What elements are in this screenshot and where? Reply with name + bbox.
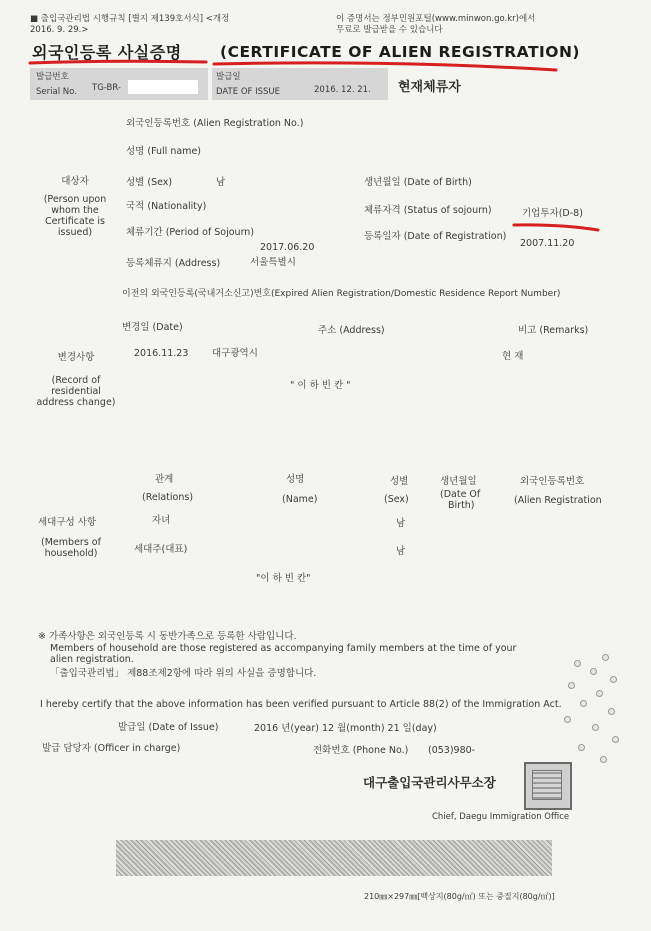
household-row2-relation: 세대주(대표) xyxy=(134,544,188,555)
household-row1-sex: 남 xyxy=(396,518,406,529)
household-col-dob-en-1: (Date Of xyxy=(440,489,481,500)
phone-value: (053)980- xyxy=(428,745,476,756)
status-of-sojourn-label: 체류자격 (Status of sojourn) xyxy=(364,205,492,216)
issue-date-label-en: DATE OF ISSUE xyxy=(216,87,280,97)
household-col-relation-ko: 관계 xyxy=(155,474,174,485)
changes-col-date: 변경일 (Date) xyxy=(122,322,183,333)
issuance-notice-line1: 이 증명서는 정부민원포털(www.minwon.go.kr)에서 xyxy=(336,14,536,24)
office-name-english: Chief, Daegu Immigration Office xyxy=(432,812,570,822)
issue-date-footer-label: 발급일 (Date of Issue) xyxy=(118,722,219,733)
address-label: 등록체류지 (Address) xyxy=(126,258,221,269)
reg-no-label: 외국인등록번호 (Alien Registration No.) xyxy=(126,118,304,129)
prev-reg-label: 이전의 외국인등록(국내거소신고)번호(Expired Alien Registration/Domestic Residence Report Number) xyxy=(122,289,561,299)
sex-label: 성별 (Sex) xyxy=(126,177,173,188)
law-reference: ■ 출입국관리법 시행규칙 [별지 제139호서식] <개정 xyxy=(30,14,230,24)
subject-label-en-2: whom the xyxy=(51,205,99,216)
address-value: 서울특별시 xyxy=(250,257,296,268)
household-note-ko: ※ 가족사항은 외국인등록 시 동반가족으로 등록한 사람입니다. xyxy=(38,631,297,642)
household-col-name-ko: 성명 xyxy=(286,474,305,485)
title-english-underline xyxy=(214,63,556,70)
household-row1-relation: 자녀 xyxy=(152,515,171,526)
household-row2-sex: 남 xyxy=(396,546,406,557)
sex-value: 남 xyxy=(216,177,226,188)
certificate-title-english: (CERTIFICATE OF ALIEN REGISTRATION) xyxy=(220,43,581,61)
household-col-sex-ko: 성별 xyxy=(390,476,409,487)
issue-date-value: 2016. 12. 21. xyxy=(314,85,371,95)
certify-english: I hereby certify that the above information has been verified pursuant to Article 88(2) of the Immigration Act. xyxy=(40,699,562,710)
serial-label-ko: 발급번호 xyxy=(36,72,69,82)
subject-label-en-4: issued) xyxy=(57,227,93,238)
status-heading: 현재체류자 xyxy=(398,80,461,95)
certify-korean: 「출입국관리법」 제88조제2항에 따라 위의 사실을 증명합니다. xyxy=(50,668,317,679)
officer-label: 발급 담당자 (Officer in charge) xyxy=(42,743,181,754)
paper-spec: 210㎜×297㎜[백상지(80g/㎡) 또는 중질지(80g/㎡)] xyxy=(364,892,555,901)
household-col-dob-en-2: Birth) xyxy=(448,500,475,511)
period-value: 2017.06.20 xyxy=(260,242,315,253)
changes-row-remarks: 현 재 xyxy=(502,351,524,362)
certificate-title-korean: 외국인등록 사실증명 xyxy=(32,43,182,62)
serial-value: TG-BR- xyxy=(92,83,122,93)
household-note-en-2: alien registration. xyxy=(50,654,134,665)
household-col-regno-ko: 외국인등록번호 xyxy=(520,476,585,487)
name-label: 성명 (Full name) xyxy=(126,146,201,157)
subject-label-ko: 대상자 xyxy=(61,176,89,187)
changes-blank-mark: " 이 하 빈 칸 " xyxy=(290,380,351,391)
household-col-regno-en: (Alien Registration xyxy=(514,495,602,506)
reg-date-value: 2007.11.20 xyxy=(520,238,575,249)
changes-label-ko: 변경사항 xyxy=(57,352,95,363)
law-reference-date: 2016. 9. 29.> xyxy=(30,25,89,35)
dob-label: 생년월일 (Date of Birth) xyxy=(364,177,472,188)
issue-date-label-ko: 발급일 xyxy=(216,72,241,82)
issue-date-footer-value: 2016 년(year) 12 월(month) 21 일(day) xyxy=(254,723,437,734)
changes-col-remarks: 비고 (Remarks) xyxy=(518,325,589,336)
changes-col-address: 주소 (Address) xyxy=(318,325,385,336)
household-col-sex-en: (Sex) xyxy=(384,494,409,505)
household-label-en-2: household) xyxy=(44,548,98,559)
changes-label-en-1: (Record of xyxy=(51,375,101,386)
nationality-label: 국적 (Nationality) xyxy=(126,201,207,212)
office-name-korean: 대구출입국관리사무소장 xyxy=(363,775,496,790)
subject-label-en-3: Certificate is xyxy=(45,216,105,227)
title-korean-underline xyxy=(30,61,206,63)
household-col-dob-ko: 생년월일 xyxy=(440,476,477,487)
period-label: 체류기간 (Period of Sojourn) xyxy=(126,227,255,238)
changes-label-en-3: address change) xyxy=(36,397,116,408)
household-col-name-en: (Name) xyxy=(282,494,318,505)
status-of-sojourn-value: 기업투자(D-8) xyxy=(522,208,583,219)
reg-date-label: 등록일자 (Date of Registration) xyxy=(364,231,507,242)
changes-label-en-2: residential xyxy=(51,386,101,397)
changes-row-date: 2016.11.23 xyxy=(134,348,189,359)
changes-row-address: 대구광역시 xyxy=(212,348,258,359)
household-blank-mark: "이 하 빈 칸" xyxy=(256,573,311,584)
issuance-notice-line2: 무료로 발급받을 수 있습니다 xyxy=(336,25,443,35)
household-label-ko: 세대구성 사항 xyxy=(38,517,97,528)
serial-label-en: Serial No. xyxy=(36,87,77,97)
household-col-relation-en: (Relations) xyxy=(142,492,194,503)
status-value-underline xyxy=(514,225,598,230)
household-label-en-1: (Members of xyxy=(41,537,101,548)
household-note-en-1: Members of household are those registered as accompanying family members at the time of your xyxy=(50,643,517,654)
subject-label-en-1: (Person upon xyxy=(43,194,107,205)
phone-label: 전화번호 (Phone No.) xyxy=(313,745,409,756)
